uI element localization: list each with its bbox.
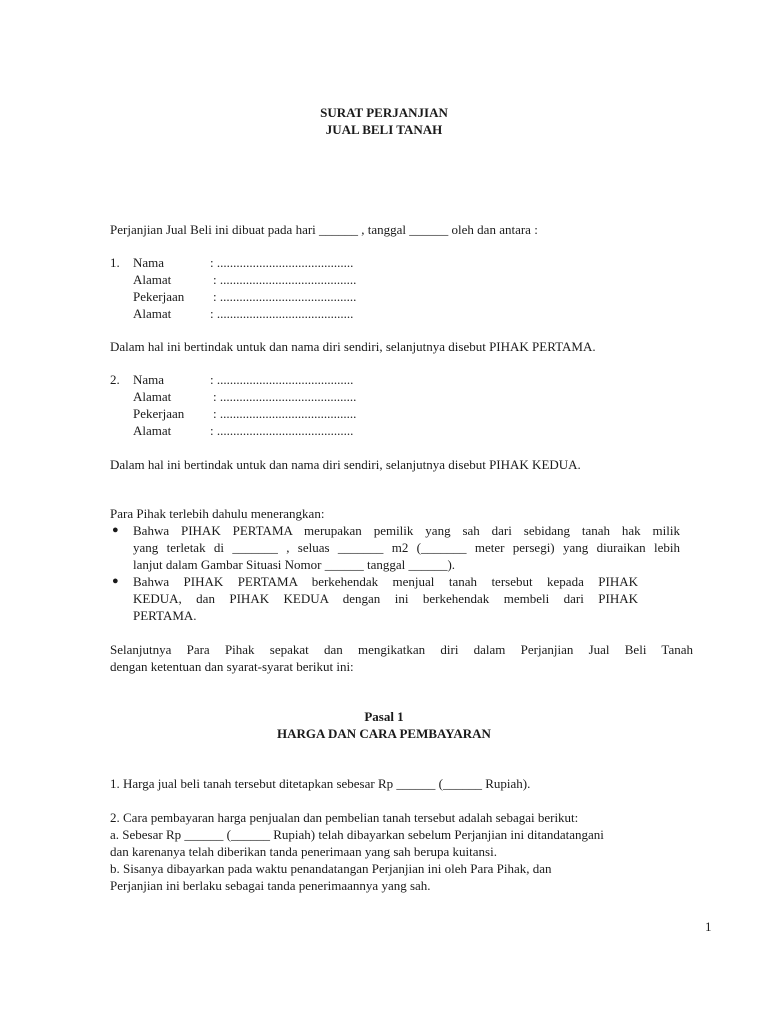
party2-label-pekerjaan: Pekerjaan <box>133 406 185 421</box>
party2-statement: Dalam hal ini bertindak untuk dan nama diri sendiri, selanjutnya disebut PIHAK KEDUA. <box>110 457 581 472</box>
bullet-marker-1: ● <box>112 524 119 536</box>
party2-number: 2. <box>110 372 120 387</box>
pasal1-item2a-line1: a. Sebesar Rp ______ (______ Rupiah) telah dibayarkan sebelum Perjanjian ini ditandatangani <box>110 827 604 842</box>
recital-1-line3: lanjut dalam Gambar Situasi Nomor ______ tanggal ______). <box>133 557 456 572</box>
party1-statement: Dalam hal ini bertindak untuk dan nama diri sendiri, selanjutnya disebut PIHAK PERTAMA. <box>110 339 596 354</box>
party1-label-nama: Nama <box>133 255 165 270</box>
party2-value-alamat: : .......................................... <box>213 389 357 404</box>
party1-label-alamat-2: Alamat <box>133 306 172 321</box>
recital-1-line1: Bahwa PIHAK PERTAMA merupakan pemilik yang sah dari sebidang tanah hak milik <box>133 523 680 538</box>
party1-label-pekerjaan: Pekerjaan <box>133 289 185 304</box>
pasal1-item2b-line2: Perjanjian ini berlaku sebagai tanda penerimaannya yang sah. <box>110 878 431 893</box>
agreement-line2: dengan ketentuan dan syarat-syarat berikut ini: <box>110 659 354 674</box>
party1-value-nama: : .......................................... <box>210 255 354 270</box>
recital-2-line1: Bahwa PIHAK PERTAMA berkehendak menjual tanah tersebut kepada PIHAK <box>133 574 638 589</box>
pasal1-item2b-line1: b. Sisanya dibayarkan pada waktu penandatangan Perjanjian ini oleh Para Pihak, dan <box>110 861 552 876</box>
party1-value-pekerjaan: : .......................................... <box>213 289 357 304</box>
pasal1-title: HARGA DAN CARA PEMBAYARAN <box>277 726 491 741</box>
pasal1-item1: 1. Harga jual beli tanah tersebut ditetapkan sebesar Rp ______ (______ Rupiah). <box>110 776 531 791</box>
party1-value-alamat: : .......................................... <box>213 272 357 287</box>
recital-2-line3: PERTAMA. <box>133 608 197 623</box>
party2-label-alamat: Alamat <box>133 389 172 404</box>
party2-value-nama: : .......................................... <box>210 372 354 387</box>
page-number: 1 <box>705 919 712 934</box>
recitals-heading: Para Pihak terlebih dahulu menerangkan: <box>110 506 325 521</box>
party2-value-pekerjaan: : .......................................... <box>213 406 357 421</box>
party1-number: 1. <box>110 255 120 270</box>
recital-2-line2: KEDUA, dan PIHAK KEDUA dengan ini berkehendak membeli dari PIHAK <box>133 591 638 606</box>
document-title-line2: JUAL BELI TANAH <box>325 122 443 137</box>
party2-label-nama: Nama <box>133 372 165 387</box>
party2-value-alamat-2: : .......................................... <box>210 423 354 438</box>
pasal1-number: Pasal 1 <box>364 709 404 724</box>
agreement-line1: Selanjutnya Para Pihak sepakat dan mengikatkan diri dalam Perjanjian Jual Beli Tanah <box>110 642 693 657</box>
pasal1-item2a-line2: dan karenanya telah diberikan tanda penerimaan yang sah berupa kuitansi. <box>110 844 497 859</box>
document-title-line1: SURAT PERJANJIAN <box>320 105 448 120</box>
recital-1-line2: yang terletak di _______ , seluas _______ m2 (_______ meter persegi) yang diuraikan lebih <box>133 540 680 555</box>
party1-value-alamat-2: : .......................................... <box>210 306 354 321</box>
bullet-marker-2: ● <box>112 575 119 587</box>
party2-label-alamat-2: Alamat <box>133 423 172 438</box>
intro-paragraph: Perjanjian Jual Beli ini dibuat pada hari ______ , tanggal ______ oleh dan antara : <box>110 222 538 237</box>
party1-label-alamat: Alamat <box>133 272 172 287</box>
pasal1-item2: 2. Cara pembayaran harga penjualan dan pembelian tanah tersebut adalah sebagai berikut: <box>110 810 579 825</box>
